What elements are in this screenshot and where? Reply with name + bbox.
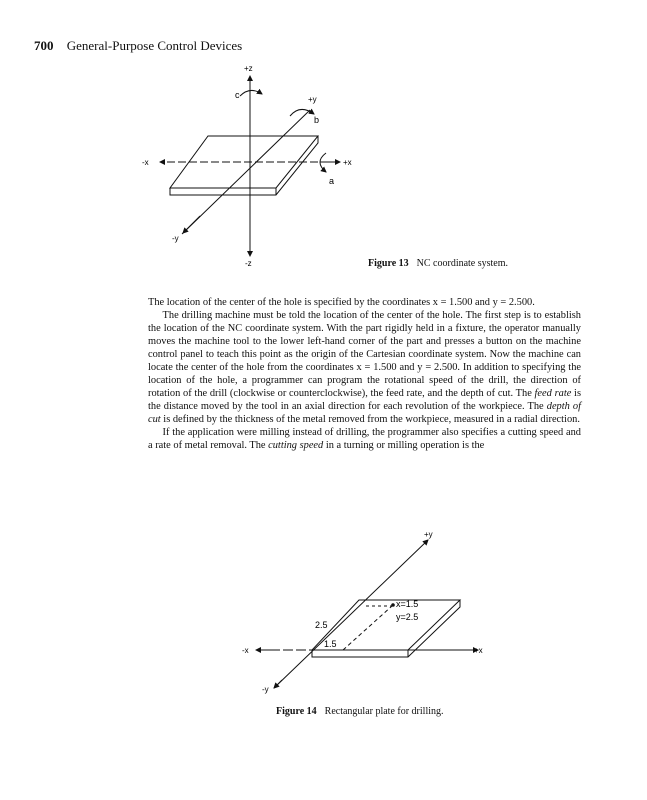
axis-label-nx: -x [142,158,149,167]
term-cutting-speed: cutting speed [268,440,324,451]
body-text [148,296,581,452]
rotation-label-c: c [235,90,240,100]
rotation-label-b: b [314,115,320,125]
paragraph-2-after-feed: is the distance moved by the tool in an axial direction for each revolution of the workpiece. The [148,388,581,412]
dim-label-y: 2.5 [315,620,328,630]
figure-14-caption [276,706,444,717]
paragraph-2 [148,309,581,426]
figure-13-diagram [0,0,647,300]
paragraph-3-after: in a turning or milling operation is the [323,440,485,451]
term-feed-rate: feed rate [534,388,572,399]
coord-label-x: x=1.5 [396,599,419,609]
figure-14-caption-text: Rectangular plate for drilling. [324,706,444,717]
axis-label-py: +y [424,530,433,539]
rotation-label-a: a [329,176,335,186]
term-depth-of-cut: depth of cut [148,401,582,425]
dim-label-x: 1.5 [324,639,337,649]
axis-label-nz: -z [245,259,252,268]
figure-14-diagram [0,520,647,710]
paragraph-2-main: The drilling machine must be told the location of the center of the hole. The first step is to establish the location of the NC coordinate system. With the part rigidly held in a fixture, the operator manually moves the machine tool to the lower left-hand corner of the part and presses a button on the machine control panel to teach this point as the origin of the Cartesian coordinate system. Now the machine can locate the center of the hole from the coordinates x = 1.500 and y = 2.500. In addition to specifying the location of the hole, a programmer can program the rotational speed of the drill, the direction of rotation of the drill (clockwise or counterclockwise), the feed rate, and the depth of cut. The [148,310,581,399]
axis-label-ny: -y [262,685,269,694]
rotation-c-arc [240,90,262,96]
paragraph-1: The location of the center of the hole is specified by the coordinates x = 1.500 and y = 2.500. [148,297,535,308]
figure-13-label: Figure 13 [368,258,409,269]
paragraph-2-after-depth: is defined by the thickness of the metal removed from the workpiece, measured in a radial direction. [160,414,580,425]
paragraph-3 [148,426,581,452]
axis-label-nx: -x [242,646,249,655]
axis-label-py: +y [308,95,317,104]
axis-label-px: +x [474,646,483,655]
figure-13-caption [368,258,508,269]
running-title: General-Purpose Control Devices [66,38,243,53]
figure-13-caption-text: NC coordinate system. [416,258,509,269]
hole-marker [391,603,395,607]
rotation-b-arc [290,109,314,116]
axis-label-ny: -y [172,234,179,243]
paragraph-3-before: If the application were milling instead of drilling, the programmer also specifies a cutting speed and a rate of metal removal. The [148,427,581,451]
figure-14-label: Figure 14 [276,706,317,717]
coord-label-y: y=2.5 [396,612,419,622]
axis-label-pz: +z [244,64,253,73]
axis-label-px: +x [343,158,352,167]
page-number: 700 [34,38,54,53]
